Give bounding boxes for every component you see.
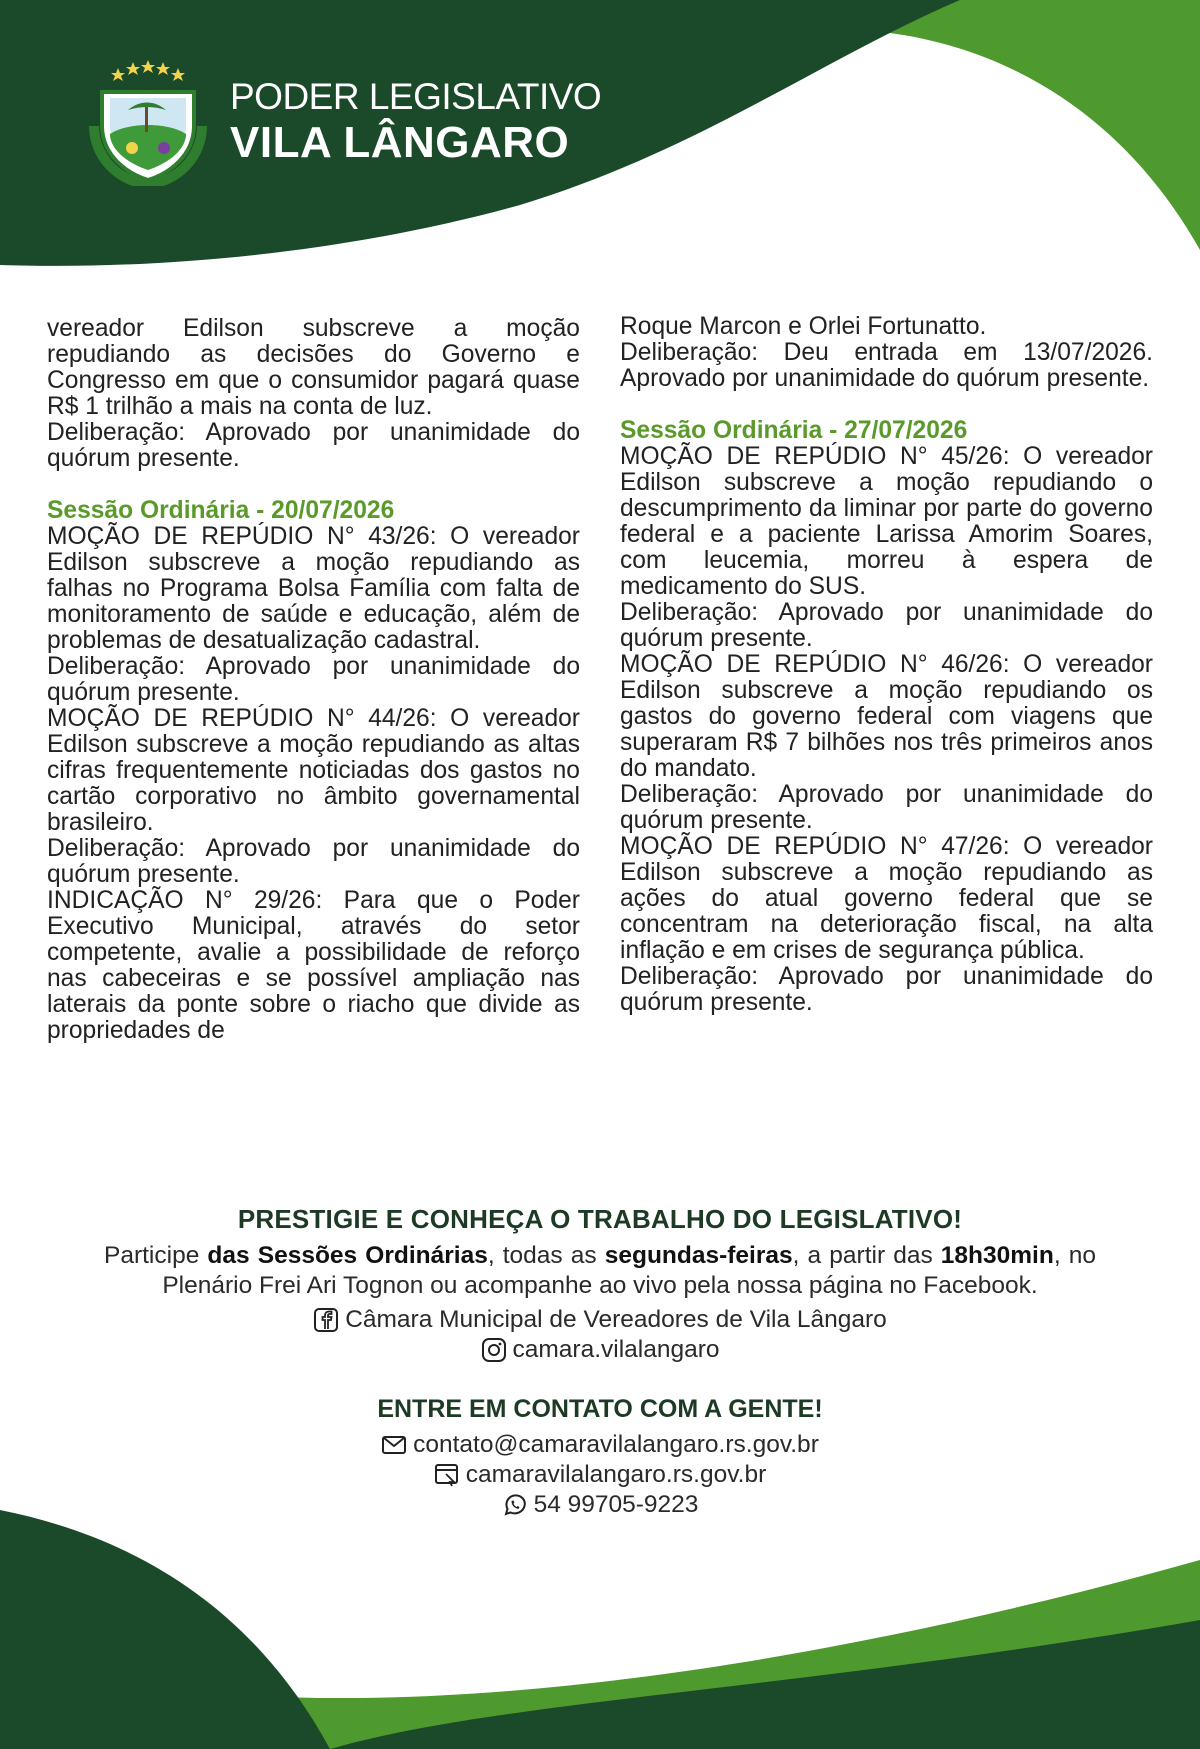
invite-part: Participe [104, 1242, 208, 1269]
facebook-link[interactable] [100, 1305, 1100, 1335]
contact-list [100, 1430, 1100, 1520]
web-browser-icon [434, 1462, 460, 1488]
invite-bold: das Sessões Ordinárias [207, 1242, 488, 1269]
footer-title: PRESTIGIE E CONHEÇA O TRABALHO DO LEGISLATIVO! [237, 1204, 963, 1234]
paragraph: MOÇÃO DE REPÚDIO N° 44/26: O vereador Edilson subscreve a moção repudiando as altas cifras frequentemente noticiadas dos gastos no cartão corporativo no âmbito governamental brasileiro. [47, 705, 580, 836]
brand-line-1: PODER LEGISLATIVO [230, 76, 602, 117]
paragraph: Deliberação: Aprovado por unanimidade do quórum presente. [620, 963, 1153, 1016]
brand-title [230, 78, 601, 165]
whatsapp-link[interactable] [100, 1490, 1100, 1520]
invite-bold: segundas-feiras [604, 1242, 793, 1269]
brand-line-2: VILA LÂNGARO [230, 118, 570, 167]
invite-part: , a partir das [792, 1242, 941, 1269]
paragraph: MOÇÃO DE REPÚDIO N° 46/26: O vereador Edilson subscreve a moção repudiando os gastos do governo federal com viagens que superaram R$ 7 bilhões nos três primeiros anos do mandato. [620, 651, 1153, 782]
header [88, 56, 628, 186]
email-label: contato@camaravilalangaro.rs.gov.br [413, 1431, 819, 1458]
paragraph: Deliberação: Aprovado por unanimidade do quórum presente. [620, 599, 1153, 652]
paragraph: MOÇÃO DE REPÚDIO N° 47/26: O vereador Edilson subscreve a moção repudiando as ações do atual governo federal que se concentram na deterioração fiscal, na alta inflação e em crises de segurança pública. [620, 833, 1153, 964]
session-heading: Sessão Ordinária - 20/07/2026 [47, 497, 395, 524]
website-label: camaravilalangaro.rs.gov.br [465, 1461, 767, 1488]
paragraph: Deliberação: Aprovado por unanimidade do quórum presente. [620, 781, 1153, 834]
left-column [47, 316, 580, 1044]
invite-bold: 18h30min [940, 1242, 1054, 1269]
paragraph: Deliberação: Deu entrada em 13/07/2026. Aprovado por unanimidade do quórum presente. [620, 339, 1153, 392]
paragraph: MOÇÃO DE REPÚDIO N° 43/26: O vereador Edilson subscreve a moção repudiando as falhas no Programa Bolsa Família com falta de monitoramento de saúde e educação, além de problemas de desatualização cadastral. [47, 523, 580, 654]
session-heading: Sessão Ordinária - 27/07/2026 [620, 417, 968, 444]
paragraph: Roque Marcon e Orlei Fortunatto. [620, 313, 987, 340]
paragraph: Deliberação: Aprovado por unanimidade do quórum presente. [47, 835, 580, 888]
envelope-icon [381, 1432, 407, 1458]
invite-text [100, 1241, 1100, 1301]
whatsapp-icon [502, 1492, 528, 1518]
website-link[interactable] [100, 1460, 1100, 1490]
paragraph: Deliberação: Aprovado por unanimidade do quórum presente. [47, 419, 580, 472]
facebook-icon [313, 1307, 339, 1333]
instagram-icon [481, 1337, 507, 1363]
paragraph: MOÇÃO DE REPÚDIO N° 45/26: O vereador Edilson subscreve a moção repudiando o descumprimento da liminar por parte do governo federal e a paciente Larissa Amorim Soares, com leucemia, morreu à espera de medicamento do SUS. [620, 443, 1153, 600]
phone-label: 54 99705-9223 [533, 1491, 699, 1518]
footer [100, 1204, 1100, 1520]
paragraph: Deliberação: Aprovado por unanimidade do quórum presente. [47, 653, 580, 706]
facebook-label: Câmara Municipal de Vereadores de Vila Lângaro [345, 1306, 887, 1333]
instagram-label: camara.vilalangaro [512, 1336, 720, 1363]
instagram-link[interactable] [100, 1335, 1100, 1365]
right-column [620, 314, 1153, 1016]
social-links [100, 1305, 1100, 1365]
email-link[interactable] [100, 1430, 1100, 1460]
invite-part: , todas as [487, 1242, 605, 1269]
paragraph: INDICAÇÃO N° 29/26: Para que o Poder Executivo Municipal, através do setor competente, avalie a possibilidade de reforço nas cabeceiras e se possível ampliação nas laterais da ponte sobre o riacho que divide as propriedades de [47, 887, 580, 1044]
contact-title: ENTRE EM CONTATO COM A GENTE! [377, 1395, 823, 1423]
invite-part: , no Plenário Frei Ari Tognon ou acompanhe ao vivo pela nossa página no Facebook. [162, 1242, 1096, 1299]
municipal-emblem-icon [88, 56, 208, 186]
paragraph: vereador Edilson subscreve a moção repudiando as decisões do Governo e Congresso em que o consumidor pagará quase R$ 1 trilhão a mais na conta de luz. [47, 315, 580, 420]
